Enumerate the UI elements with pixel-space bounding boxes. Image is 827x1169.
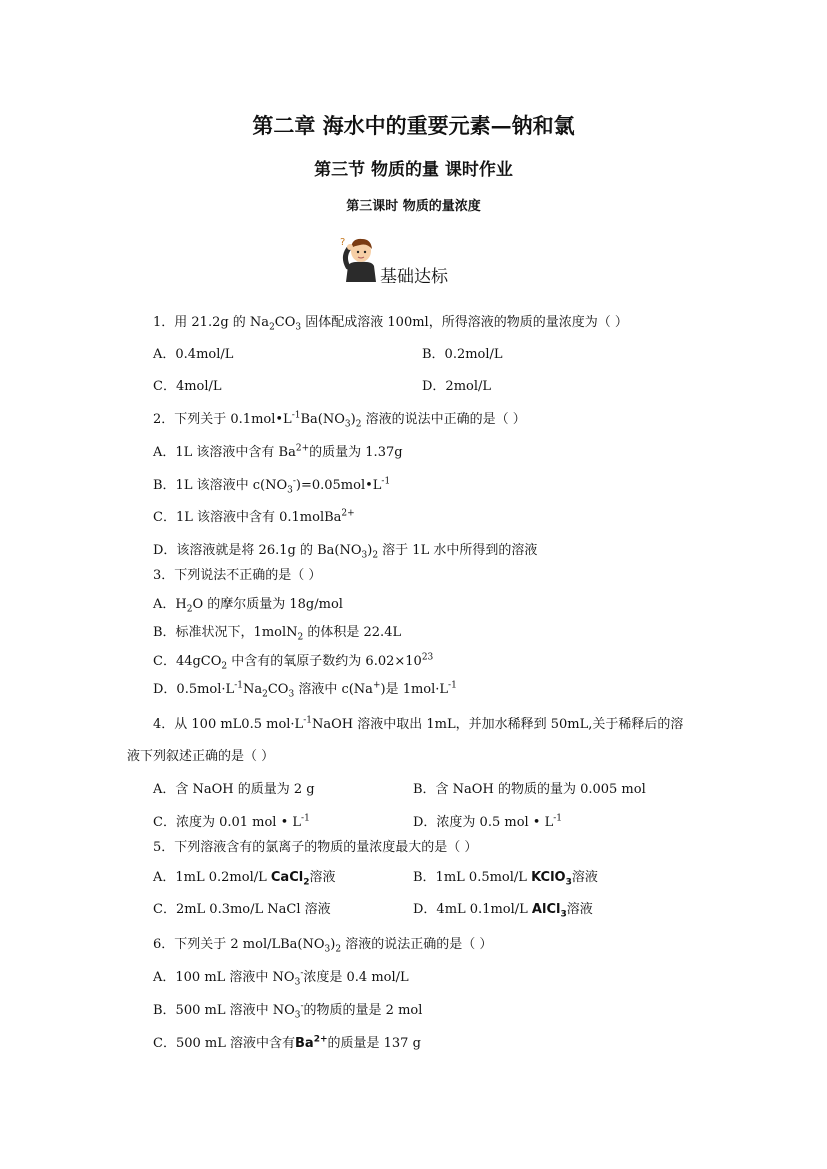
q6-stem: 6．下列关于 2 mol/$LBa(NO_3)_2$ 溶液的说法正确的是（ ） (153, 937, 493, 955)
q1-option-a: A．0.4mol/L (153, 347, 234, 362)
q4-option-a: A．含 NaOH 的质量为 2 g (153, 782, 315, 797)
q3-option-c: C．44gCO$_2$ 中含有的氧原子数约为 $6.02\times 10^{23}$ (153, 652, 434, 672)
chapter-title: 第二章 海水中的重要元素—钠和氯 (252, 113, 575, 138)
q2-option-b: B．1L 该溶液中 $c(NO_3^-)=0.05mol•L^{-1}$ (153, 476, 391, 496)
q5-option-d: D．4mL 0.1mol/L AlCl$_3$溶液 (413, 902, 593, 920)
q1-option-b: B．0.2mol/L (422, 347, 503, 362)
badge-label: 基础达标 (380, 267, 448, 287)
q2-option-a: A．1L 该溶液中含有 $Ba^{2+}$的质量为 1.37g (153, 443, 403, 460)
q4-stem: 4．从 100 mL0.5 $mol\cdot L^{-1}NaOH$ 溶液中取出 1mL，并加水稀释到 50mL,关于稀释后的溶 (153, 715, 684, 732)
q6-option-a: A．100 mL 溶液中 $NO_3^-$浓度是 0.4 mol/L (153, 968, 409, 988)
lesson-title: 第三课时 物质的量浓度 (346, 199, 481, 214)
thinking-boy-icon (338, 234, 382, 284)
q5-option-b: B．1mL 0.5mol/L KClO$_3$溶液 (413, 870, 598, 888)
section-title: 第三节 物质的量 课时作业 (314, 160, 513, 180)
q5-stem: 5．下列溶液含有的氯离子的物质的量浓度最大的是（ ） (153, 840, 478, 855)
q3-option-d: D．$0.5mol\cdot L^{-1}Na_2CO_3$ 溶液中 c(Na+)是 $1mol\cdot L^{-1}$ (153, 680, 457, 700)
q3-option-b: B．标准状况下，1molN$_2$ 的体积是 22.4L (153, 625, 402, 643)
q1-option-c: C．4mol/L (153, 379, 222, 394)
q3-stem: 3．下列说法不正确的是（ ） (153, 568, 322, 583)
q5-option-c: C．2mL 0.3mo/L NaCl 溶液 (153, 902, 331, 917)
q2-stem: 2．下列关于 $0.1mol•L^{-1}Ba(NO_3)_2$ 溶液的说法中正确的是（ ） (153, 410, 526, 430)
q4-option-b: B．含 NaOH 的物质的量为 0.005 mol (413, 782, 646, 797)
q2-option-c: C．1L 该溶液中含有 0.1molBa$^{2+}$ (153, 508, 355, 525)
q4-option-d: D．浓度为 0.5 mol • $L^{-1}$ (413, 813, 563, 830)
q1-stem: 1．用 21.2g 的 $Na_2CO_3$ 固体配成溶液 100ml，所得溶液的物质的量浓度为（ ） (153, 315, 628, 333)
q1-option-d: D．2mol/L (422, 379, 492, 394)
q5-option-a: A．1mL 0.2mol/L CaCl$_2$溶液 (153, 870, 336, 888)
q2-option-d: D．该溶液就是将 26.1g 的 $Ba(NO_3)_2$ 溶于 1L 水中所得到的溶液 (153, 543, 538, 561)
q3-option-a: A．$H_2O$ 的摩尔质量为 18g/mol (153, 597, 343, 615)
svg-text:?: ? (340, 237, 346, 248)
q4-stem-line2: 液下列叙述正确的是（ ） (127, 749, 275, 764)
q4-option-c: C．浓度为 0.01 mol • $L^{-1}$ (153, 813, 310, 830)
q6-option-b: B．500 mL 溶液中 $NO_3^-$的物质的量是 2 mol (153, 1001, 423, 1021)
q6-option-c: C．500 mL 溶液中含有$Ba^{2+}$的质量是 137 g (153, 1034, 421, 1051)
